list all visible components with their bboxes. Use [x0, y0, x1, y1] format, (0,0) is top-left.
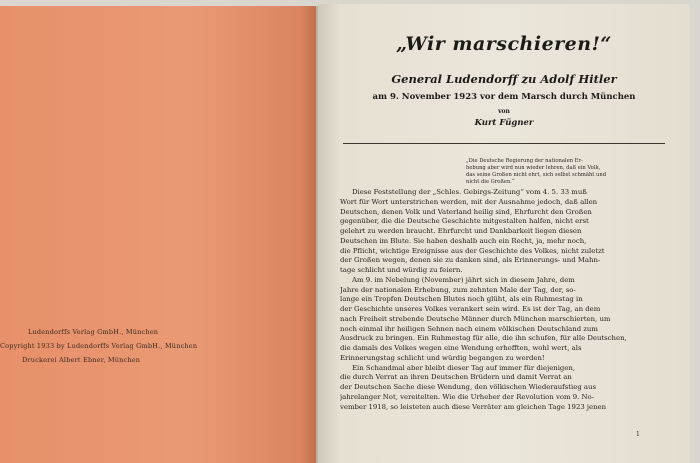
colophon-publisher: Ludendorffs Verlag GmbH., München — [28, 328, 159, 336]
epigraph-quote — [466, 158, 662, 186]
body-line: die durch Verrat an ihren Deutschen Brüdern und damit Verrat an — [340, 373, 572, 382]
epigraph-line: das seine Großen nicht ehrt, sich selbst schmäht und — [466, 172, 607, 178]
body-line: Am 9. im Nebelung (November) jährt sich in diesem Jahre, dem — [352, 275, 575, 284]
colophon — [0, 325, 300, 367]
byline-von: von — [498, 108, 510, 115]
body-line: Deutschen im Blute. Sie haben deshalb auch ein Recht, ja, mehr noch, — [340, 236, 587, 245]
body-line: gegenüber, die die Deutsche Geschichte mitgestalten halfen, nicht erst — [340, 217, 589, 226]
colophon-copyright: Copyright 1933 by Ludendorffs Verlag GmbH., München — [0, 342, 198, 350]
left-page-cover — [0, 6, 316, 463]
body-line: Diese Feststellung der „Schles. Gebirgs-Zeitung“ vom 4. 5. 33 muß — [352, 188, 587, 196]
body-line: Ein Schandmal aber bleibt dieser Tag auf immer für diejenigen, — [352, 363, 576, 372]
body-line: der Deutschen Sache diese Wendung, den völkischen Wiederaufstieg aus — [340, 383, 596, 391]
epigraph-line: „Die Deutsche Regierung der nationalen Er- — [466, 158, 583, 164]
body-line: lange ein Tropfen Deutschen Blutes noch glüht, als ein Ruhmestag in — [340, 295, 583, 304]
body-line: nach Freiheit strebende Deutsche Männer durch München marschierten, um — [340, 314, 611, 323]
body-text — [340, 188, 670, 412]
body-line: tage schlicht und würdig zu feiern. — [340, 266, 463, 274]
page-number: 1 — [636, 431, 640, 438]
body-line: Wort für Wort unterstrichen werden, mit der Ausnahme jedoch, daß allen — [340, 197, 598, 206]
epigraph-line: nicht die Großen.“ — [466, 179, 515, 185]
body-line: der Großen wegen, denen sie zu danken sind, als Erinnerungs- und Mahn- — [340, 256, 601, 265]
title-divider — [343, 143, 665, 144]
author-name: Kurt Fügner — [474, 118, 534, 128]
body-line: Erinnerungstag schlicht und würdig begangen zu werden! — [340, 353, 545, 362]
body-line: Ausdruck zu bringen. Ein Ruhmestag für alle, die ihn schufen, für alle Deutschen, — [340, 334, 627, 343]
page-subtitle: General Ludendorff zu Adolf Hitler — [391, 72, 617, 86]
body-line: Jahre der nationalen Erhebung, zum zehnten Male der Tag, der, so- — [340, 285, 576, 294]
body-line: Deutschen, denen Volk und Vaterland heilig sind, Ehrfurcht den Großen — [340, 207, 592, 216]
body-line: der Geschichte unseres Volkes verankert sein wird. Es ist der Tag, an dem — [340, 305, 601, 313]
body-line: gelehrt zu werden braucht. Ehrfurcht und Dankbarkeit liegen diesen — [340, 227, 582, 235]
body-line: die damals des Volkes wegen eine Wendung erhofften, wohl wert, als — [340, 344, 582, 352]
body-line: vember 1918, so leisteten auch diese Verräter am gleichen Tage 1923 jenen — [340, 402, 607, 411]
body-line: die Pflicht, wichtige Ereignisse aus der Geschichte des Volkes, nicht zuletzt — [340, 246, 605, 255]
date-line: am 9. November 1923 vor dem Marsch durch München — [372, 92, 636, 102]
epigraph-line: hebung aber wird nun wieder lehren, daß ein Volk, — [466, 165, 601, 171]
colophon-printer: Druckerei Albert Ebner, München — [22, 356, 141, 364]
body-line: jahrelanger Not, vereitelten. Wie die Urheber der Revolution vom 9. No- — [340, 392, 594, 401]
page-title: „Wir marschieren!“ — [396, 33, 612, 55]
body-line: noch einmal ihr heiligen Sehnen nach einem völkischen Deutschland zum — [340, 324, 598, 333]
